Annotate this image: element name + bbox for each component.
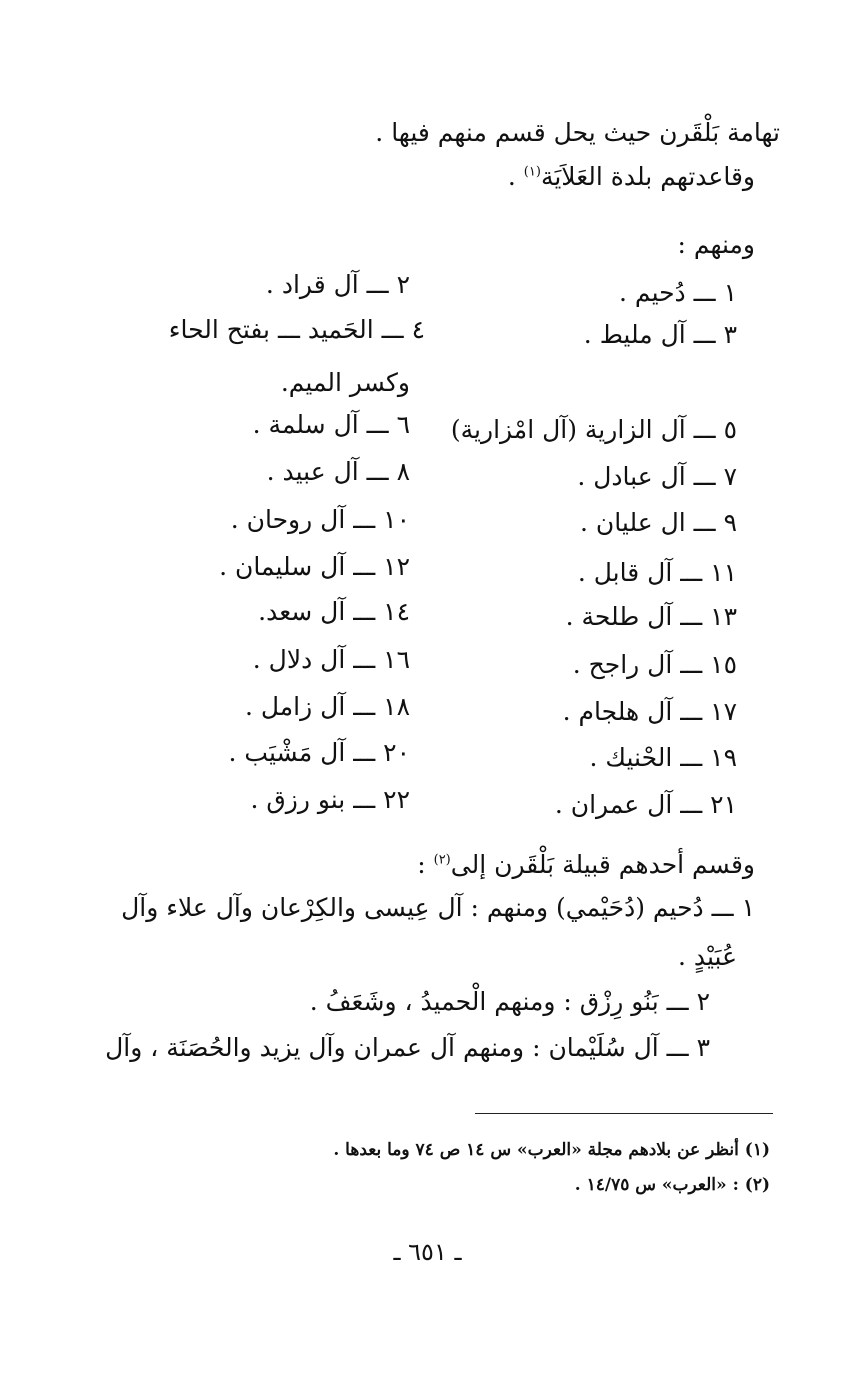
footnote-ref-2: (٢) — [433, 852, 451, 868]
footnote-ref-1: (١) — [523, 164, 541, 180]
division-intro — [417, 850, 755, 880]
footnote-2: (٢) : «العرب» س ١٤/٧٥ . — [574, 1175, 770, 1195]
page-number: ـ ٦٥١ ـ — [393, 1238, 462, 1266]
clan-left-5: ١٠ ـــ آل روحان . — [230, 505, 410, 534]
clan-left-11: ٢٢ ـــ بنو رزق . — [250, 785, 410, 814]
division-intro-end: : — [417, 850, 434, 879]
clan-left-6: ١٢ ـــ آل سليمان . — [219, 552, 410, 581]
division-item-3: ٣ ـــ آل سُلَيْمان : ومنهم آل عمران وآل يزيد والحُصَنَة ، وآل — [105, 1033, 710, 1062]
clan-left-9: ١٨ ـــ آل زامل . — [244, 692, 410, 721]
clan-right-4: ٧ ـــ آل عبادل . — [577, 462, 737, 491]
clan-left-7: ١٤ ـــ آل سعد. — [258, 597, 410, 626]
division-item-2: ٢ ـــ بَنُو رِزْق : ومنهم الْحميدُ ، وشَعَفُ . — [309, 987, 710, 1016]
clan-left-2-cont: وكسر الميم. — [280, 368, 410, 397]
clan-right-6: ١١ ـــ آل قابل . — [577, 558, 737, 587]
intro-line-1: تهامة بَلْقَرن حيث يحل قسم منهم فيها . — [375, 118, 780, 147]
clan-left-3: ٦ ـــ آل سلمة . — [252, 410, 410, 439]
clan-left-10: ٢٠ ـــ آل مَشْيَب . — [228, 738, 410, 767]
clan-right-9: ١٧ ـــ آل هلجام . — [562, 697, 737, 726]
clan-right-3: ٥ ـــ آل الزارية (آل امْزارية) — [450, 415, 737, 444]
clan-left-2: ٤ ـــ الحَميد ـــ بفتح الحاء — [168, 315, 425, 344]
clan-left-1: ٢ ـــ آل قراد . — [265, 270, 410, 299]
clan-right-5: ٩ ـــ ال عليان . — [580, 508, 737, 537]
footnote-1: (١) أنظر عن بلادهم مجلة «العرب» س ١٤ ص ٧٤ وما بعدها . — [333, 1140, 770, 1160]
division-item-1-cont: عُبَيْدٍ . — [677, 942, 737, 971]
intro-line-2-text: وقاعدتهم بلدة العَلاَيَة — [540, 162, 755, 191]
clan-right-1: ١ ـــ دُحيم . — [619, 278, 737, 307]
intro-line-2 — [508, 162, 755, 192]
intro-line-2-end: . — [507, 162, 524, 191]
footnote-divider — [475, 1113, 773, 1114]
clan-right-8: ١٥ ـــ آل راجح . — [572, 650, 737, 679]
clan-right-11: ٢١ ـــ آل عمران . — [554, 790, 737, 819]
clan-right-2: ٣ ـــ آل مليط . — [583, 320, 737, 349]
division-item-1: ١ ـــ دُحيم (دُحَيْمي) ومنهم : آل عِيسى والكِرْعان وآل علاء وآل — [121, 893, 755, 922]
minhum-label: ومنهم : — [677, 230, 755, 259]
clan-left-8: ١٦ ـــ آل دلال . — [252, 645, 410, 674]
clan-right-10: ١٩ ـــ الحْنيك . — [589, 743, 737, 772]
division-intro-text: وقسم أحدهم قبيلة بَلْقَرن إلى — [450, 850, 755, 879]
clan-right-7: ١٣ ـــ آل طلحة . — [565, 602, 737, 631]
clan-left-4: ٨ ـــ آل عبيد . — [266, 457, 410, 486]
